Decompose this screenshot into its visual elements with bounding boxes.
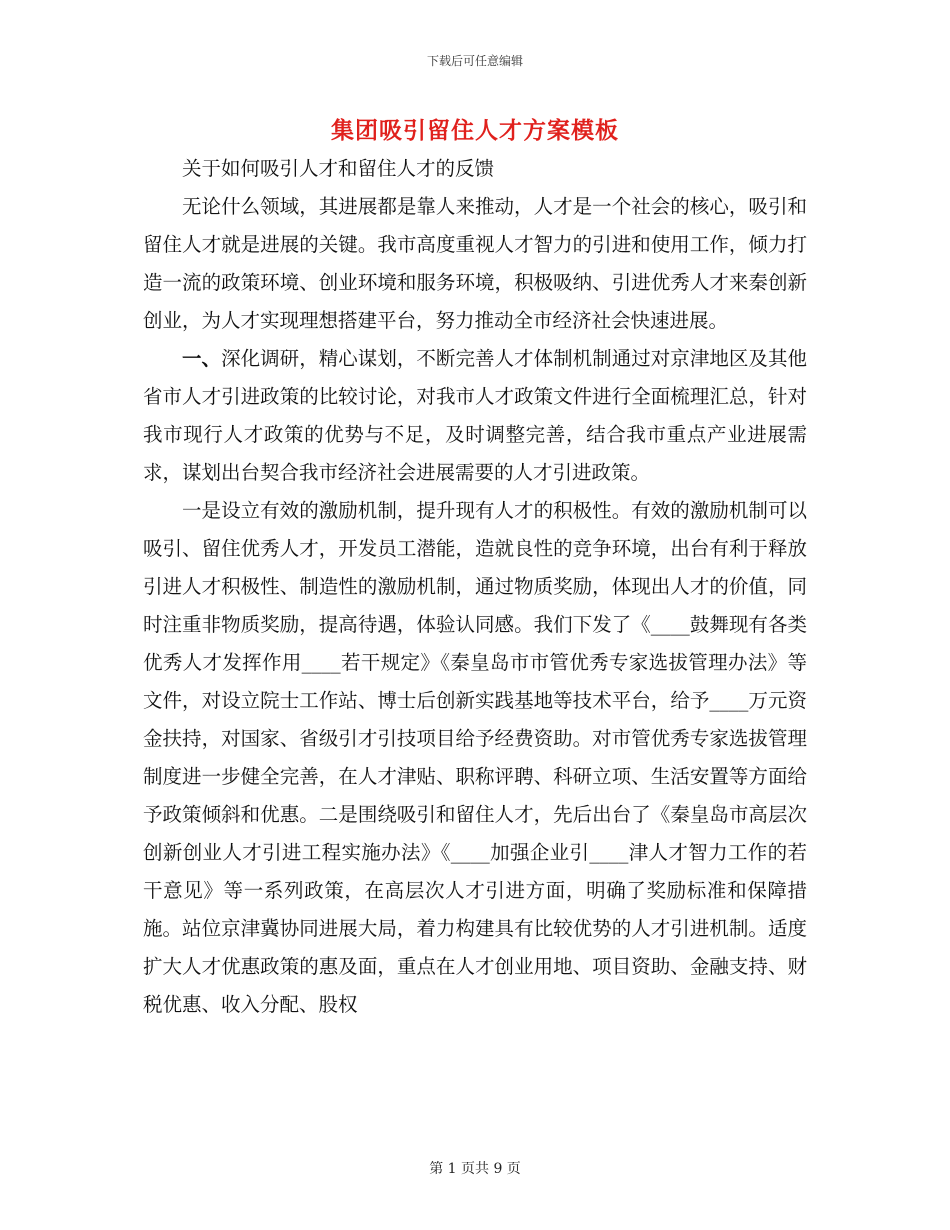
paragraph-1: 无论什么领域，其进展都是靠人来推动，人才是一个社会的核心，吸引和留住人才就是进展的关键。我市高度重视人才智力的引进和使用工作，倾力打造一流的政策环境、创业环境和服务环境，积极吸纳、引进优秀人才来秦创新创业，为人才实现理想搭建平台，努力推动全市经济社会快速进展。	[143, 195, 807, 332]
paragraph-intro: 关于如何吸引人才和留住人才的反馈	[182, 157, 495, 180]
paragraph-3: 一是设立有效的激励机制，提升现有人才的积极性。有效的激励机制可以吸引、留住优秀人才，开发员工潜能，造就良性的竞争环境，出台有利于释放引进人才积极性、制造性的激励机制，通过物质奖励，体现出人才的价值，同时注重非物质奖励，提高待遇，体验认同感。我们下发了《____鼓舞现有各类优秀人才发挥作用____若干规定》《秦皇岛市市管优秀专家选拔管理办法》等文件，对设立院士工作站、博士后创新实践基地等技术平台，给予____万元资金扶持，对国家、省级引才引技项目给予经费资助。对市管优秀专家选拔管理制度进一步健全完善，在人才津贴、职称评聘、科研立项、生活安置等方面给予政策倾斜和优惠。二是围绕吸引和留住人才，先后出台了《秦皇岛市高层次创新创业人才引进工程实施办法》《____加强企业引____津人才智力工作的若干意见》等一系列政策，在高层次人才引进方面，明确了奖励标准和保障措施。站位京津冀协同进展大局，着力构建具有比较优势的人才引进机制。适度扩大人才优惠政策的惠及面，重点在人才创业用地、项目资助、金融支持、财税优惠、收入分配、股权	[143, 499, 807, 1016]
paragraph-section-1	[143, 340, 807, 492]
page-footer-number: 第 1 页共 9 页	[429, 1161, 521, 1177]
section-number: 一、	[182, 347, 222, 370]
section-1-text: 深化调研，精心谋划，不断完善人才体制机制通过对京津地区及其他省市人才引进政策的比较讨论，对我市人才政策文件进行全面梳理汇总，针对我市现行人才政策的优势与不足，及时调整完善，结合我市重点产业进展需求，谋划出台契合我市经济社会进展需要的人才引进政策。	[143, 347, 807, 484]
document-body	[143, 150, 807, 1024]
document-title: 集团吸引留住人才方案模板	[331, 117, 619, 144]
page-header-note: 下载后可任意编辑	[426, 54, 523, 68]
